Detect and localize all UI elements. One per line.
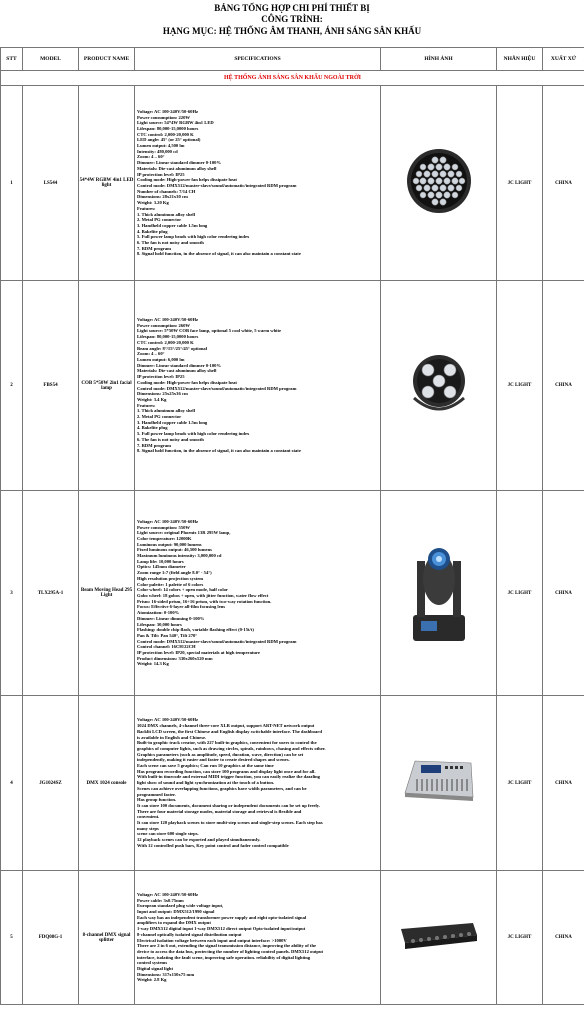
spec-line: CTC control: 2,000-20,000 K [137,339,194,345]
spec-line: Scenes can achieve overlapping functions, graphics have width parameters, and can be [137,785,307,791]
spec-line: Zoom: 4 – 60° [137,154,165,160]
spec-line: Lifespan: 30,000 hours [137,621,182,627]
spec-line: 5. Full power lamp beads with high color rendering index [137,234,250,240]
spec-line: Light source: 5*50W COB face lamp, optional 5 cool white, 5 warm white [137,328,282,334]
spec-line: European standard plug wide voltage input, [137,903,224,909]
spec-line: 4. Bakelite plug [137,228,168,234]
row-image [381,86,497,281]
spec-line: Dimmer: Linear standard dimmer 0-100% [137,362,222,368]
spec-line: Features: [137,402,156,408]
row-specifications [135,696,381,871]
spec-line: Cooling mode: High-power fan helps dissipate heat [137,177,237,183]
spec-line: Weight: 3.4 Kg [137,396,167,402]
table-row [1,696,584,871]
row-model: LS544 [23,86,79,281]
row-image [381,696,497,871]
row-model: JG1024SZ [23,696,79,871]
spec-line: Lifespan: 80,000-15,0000 hours [137,334,199,340]
spec-line: control systems [137,960,168,966]
spec-line: 3. Handheld copper cable 1.5m long [137,419,208,425]
category-label: HẠNG MỤC: HỆ THỐNG ÂM THANH, ÁNH SÁNG SÂN KHẤU [162,26,422,36]
spec-line: 2. Metal PG connector [137,414,182,420]
spec-line: Voltage: AC 100-240V/50-60Hz [137,891,199,897]
spec-line: Cooling mode: High-power fan helps dissipate heat [137,379,237,385]
spec-line: device to access the data bus, protecting the number of lighting control panels. DMX512 output [137,948,324,954]
spec-line: many steps [137,825,159,831]
row-brand: JC LIGHT [497,491,543,696]
row-image [381,491,497,696]
spec-line: Number of channels: 7/14 CH [137,188,196,194]
spec-line: Has group function. [137,797,177,803]
spec-line: With built-in timecode and external MIDI trigger function, you can easily realize the dazzling [137,774,320,780]
col-origin: XUẤT XỨ [543,48,584,71]
spec-line: Fixed luminous output: 46,500 lumens [137,547,212,553]
spec-line: IP protection level: IP20, special materials at high temperature [137,650,260,656]
col-model: MODEL [23,48,79,71]
spec-line: Dimensions: 28x21x30 cm [137,194,188,200]
dmx-splitter-icon [397,915,481,955]
spec-line: independently, making it easier and faster to create desired shapes and scenes. [137,757,290,763]
spec-line: 1. Thick aluminum alloy shell [137,408,195,414]
spec-line: Prism: 16-sided prism, 16+16 prism, with two-way rotation function. [137,598,272,604]
spec-line: 8. Signal hold function, in the absence of signal, it can also maintain a constant state [137,251,301,257]
spec-line: Optics: 145mm diameter [137,564,186,570]
spec-line: 6. The fan is not noisy and smooth [137,240,204,246]
spec-line: 4. Bakelite plug [137,425,168,431]
spec-line: 3. Handheld copper cable 1.5m long [137,222,208,228]
spec-line: 8. Signal hold function, in the absence of signal, it can also maintain a constant state [137,448,301,454]
led-par-54-icon [404,146,474,216]
spec-line: graphics of computer lights, such as drawing circles, spirals, rainbows, chasing and effects other. [137,745,326,751]
spec-line: Light source: original Phoenix 13R 295W lamp, [137,530,231,536]
row-stt: 2 [1,281,23,491]
row-origin: CHINA [543,696,584,871]
row-image [381,871,497,1005]
col-stt: STT [1,48,23,71]
row-image [381,281,497,491]
spec-line: Dimensions: 317x150x75 mm [137,971,195,977]
spec-line: Maximum luminous intensity: 3,000,000 cd [137,553,222,559]
spec-line: Control mode: DMX512/master-slave/sound/automatic/integrated RDM program [137,385,297,391]
spec-line: 2. Metal PG connector [137,217,182,223]
row-origin: CHINA [543,281,584,491]
section-row [1,71,584,86]
row-origin: CHINA [543,86,584,281]
spec-line: Color temperature: 12000K [137,535,192,541]
spec-line: Product dimensions: 330x260x520 mm [137,655,213,661]
spec-line: 1-way DMX512 digital input 1-way DMX512 direct output Opto-isolated input/output [137,926,306,932]
spec-line: Digital signal light [137,966,173,972]
spec-line: Graphics parameters (such as amplitude, speed, duration, wave, direction) can be set [137,751,304,757]
spec-line: programmed faster. [137,791,176,797]
spec-line: Flashing: double chip flash, variable flashing effect (0-15t/t) [137,627,254,633]
row-origin: CHINA [543,871,584,1005]
spec-line: Features: [137,205,156,211]
project-label: CÔNG TRÌNH: [261,14,323,24]
spec-line: 7. RDM program [137,245,171,251]
row-model: FDQ08G-1 [23,871,79,1005]
section-title: HỆ THỐNG ÁNH SÁNG SÂN KHẤU NGOÀI TRỜI [1,71,584,86]
row-product-name: Beam Moving Head 295 Light [79,491,135,696]
spec-line: 1024 DMX channels, 4-channel three-core XLR output, support ART-NET network output [137,723,315,729]
spec-line: Intensity: 480,000 cd [137,148,178,154]
spec-line: Each way has an independent transformer power supply and eight opto-isolated signal [137,914,307,920]
spec-line: Color wheel: 14 colors + open mode, half color [137,587,228,593]
table-row [1,86,584,281]
spec-line: 6. The fan is not noisy and smooth [137,436,204,442]
table-header-row [1,48,584,71]
row-specifications [135,871,381,1005]
spec-line: Weight: 3.20 Kg [137,200,169,206]
spec-line: Control channel: 16CH/22CH [137,644,196,650]
spec-line: Beam angle: 8°/15°/25°/45° optional [137,345,208,351]
spec-line: Focus: Effective 6-layer all-film focusing lens [137,604,226,610]
spec-line: It can store 120 playback scenes to store multi-step scenes and single-step scenes. Each step has [137,820,323,826]
spec-line: There are four material storage modes, material storage and retrieval is flexible and [137,808,302,814]
equipment-table [0,47,584,1005]
spec-line: Control mode: DMX512/master-slave/sound/automatic/integrated RDM program [137,183,297,188]
spec-line: light show of sound and light synchronization at the touch of a button. [137,780,275,786]
spec-line: 7. RDM program [137,442,171,448]
row-stt: 4 [1,696,23,871]
spec-line: There are 2 in 6 out, extending the signal transmission distance, improving the ability of the [137,943,317,949]
row-brand: JC LIGHT [497,281,543,491]
row-model: FBS54 [23,281,79,491]
row-stt: 5 [1,871,23,1005]
spec-line: Light source: 54*4W RGBW 4in1 LED [137,120,214,126]
spec-line: Voltage: AC 100-240V/50-60Hz [137,717,199,723]
spec-line: Lamp life: 10,000 hours [137,558,184,564]
row-stt: 3 [1,491,23,696]
spec-line: 5. Full power lamp beads with high color rendering index [137,431,250,437]
spec-line: CTC control: 2,000-20,000 K [137,131,194,137]
spec-line: is available in English and Chinese. [137,734,207,740]
spec-line: Gobo wheel: 18 gobos + open, with jitter function, water flow effect [137,593,269,598]
spec-line: Power consumption: 550W [137,524,190,530]
spec-line: LED angle: 45° (or 25° optional) [137,137,201,143]
table-row [1,871,584,1005]
spec-line: It can store 100 documents, document sharing or independent documents can be set up freely. [137,802,320,808]
row-specifications [135,281,381,491]
row-model: TLX295A-1 [23,491,79,696]
spec-line: Weight: 2.8 Kg [137,977,167,983]
spec-line: IP protection level: IP25 [137,171,185,177]
spec-line: Materials: Die-cast aluminum alloy shell [137,368,217,374]
dmx-console-icon [401,753,477,809]
spec-line: convenient. [137,814,160,820]
moving-head-icon [399,531,479,651]
row-specifications [135,86,381,281]
spec-line: Voltage: AC 100-240V/50-60Hz [137,108,199,114]
spec-line: Power consumption: 220W [137,114,190,120]
spec-line: amplifiers to expand the DMX output [137,920,211,926]
col-brand: NHÃN HIỆU [497,48,543,71]
spec-line: Dimensions: 25x25x36 cm [137,391,188,397]
spec-line: Dimmer: Linear standard dimmer 0-100% [137,160,222,166]
spec-line: scene can store 600 single steps. [137,831,199,837]
row-product-name: 8-channel DMX signal splitter [79,871,135,1005]
table-row [1,491,584,696]
spec-line: Has program recording function, can store 100 programs and display light once and for all. [137,768,316,774]
row-origin: CHINA [543,491,584,696]
spec-line: Weight: 14.3 Kg [137,661,169,667]
spec-line: Pan & Tilt: Pan 540°, Tilt 270° [137,632,198,638]
row-product-name: COB 5*50W 2in1 facial lamp [79,281,135,491]
cob-par-5-icon [404,348,474,418]
table-row [1,281,584,491]
spec-line: Electrical isolation voltage between each input and output interface: >1000V [137,937,287,943]
spec-line: Materials: Die-cast aluminum alloy shell [137,165,217,171]
document-title: BẢNG TỔNG HỢP CHI PHÍ THIẾT BỊ [214,3,370,13]
spec-line: Dimmer: Linear dimming 0-100% [137,615,205,621]
spec-line: Each scene can save 5 graphics; Can run 10 graphics at the same time [137,763,274,769]
row-specifications [135,491,381,696]
spec-line: 1. Thick aluminum alloy shell [137,211,195,217]
spec-line: Luminous output: 90,000 lumens [137,541,202,547]
col-specifications: SPECIFICATIONS [135,48,381,71]
spec-line: Built-in graphic track creator, with 227 built-in graphics, convenient for users to control the [137,740,317,746]
spec-line: interface, isolating the fault scene, improving safe operation. reliability of digital lighting [137,954,311,960]
row-product-name: 54*4W RGBW 4in1 LED light [79,86,135,281]
spec-line: 12 playback scenes can be exported and played simultaneously. [137,837,261,843]
spec-line: Atomization: 0-100% [137,610,180,616]
spec-line: High resolution projection system [137,575,204,581]
col-product-name: PRODUCT NAME [79,48,135,71]
spec-line: Lifespan: 80,000-15,0000 hours [137,125,199,131]
spec-line: Lumen output: 4,500 lm [137,143,185,149]
row-brand: JC LIGHT [497,696,543,871]
spec-line: Power consumption: 260W [137,322,190,328]
spec-line: Backlit LCD screen, the first Chinese and English display switchable interface. The dashboard [137,728,322,734]
spec-line: Control mode: DMX512/master-slave/sound/automatic/integrated RDM program [137,638,297,644]
row-product-name: DMX 1024 console [79,696,135,871]
spec-line: 8-channel optically isolated signal distribution output [137,931,242,937]
spec-line: With 12 controlled push bars, Key point control and fader control compatible [137,842,289,848]
row-brand: JC LIGHT [497,86,543,281]
spec-line: Input and output: DMX512/1990 signal [137,908,215,914]
row-stt: 1 [1,86,23,281]
col-image: HÌNH ẢNH [381,48,497,71]
spec-line: IP protection level: IP25 [137,374,185,380]
spec-line: Voltage: AC 100-240V/50-60Hz [137,518,199,524]
spec-line: Zoom range 1:7 (field angle 8.0° - 54°) [137,570,212,576]
spec-line: Voltage: AC 100-240V/50-60Hz [137,317,199,323]
row-brand: JC LIGHT [497,871,543,1005]
spec-line: Power cable: 3x0.75mm [137,897,184,903]
spec-line: Zoom: 4 – 60° [137,351,165,357]
spec-line: Color palette: 1 palette of 6 colors [137,581,204,587]
spec-line: Lumen output: 6,000 lm [137,356,185,362]
